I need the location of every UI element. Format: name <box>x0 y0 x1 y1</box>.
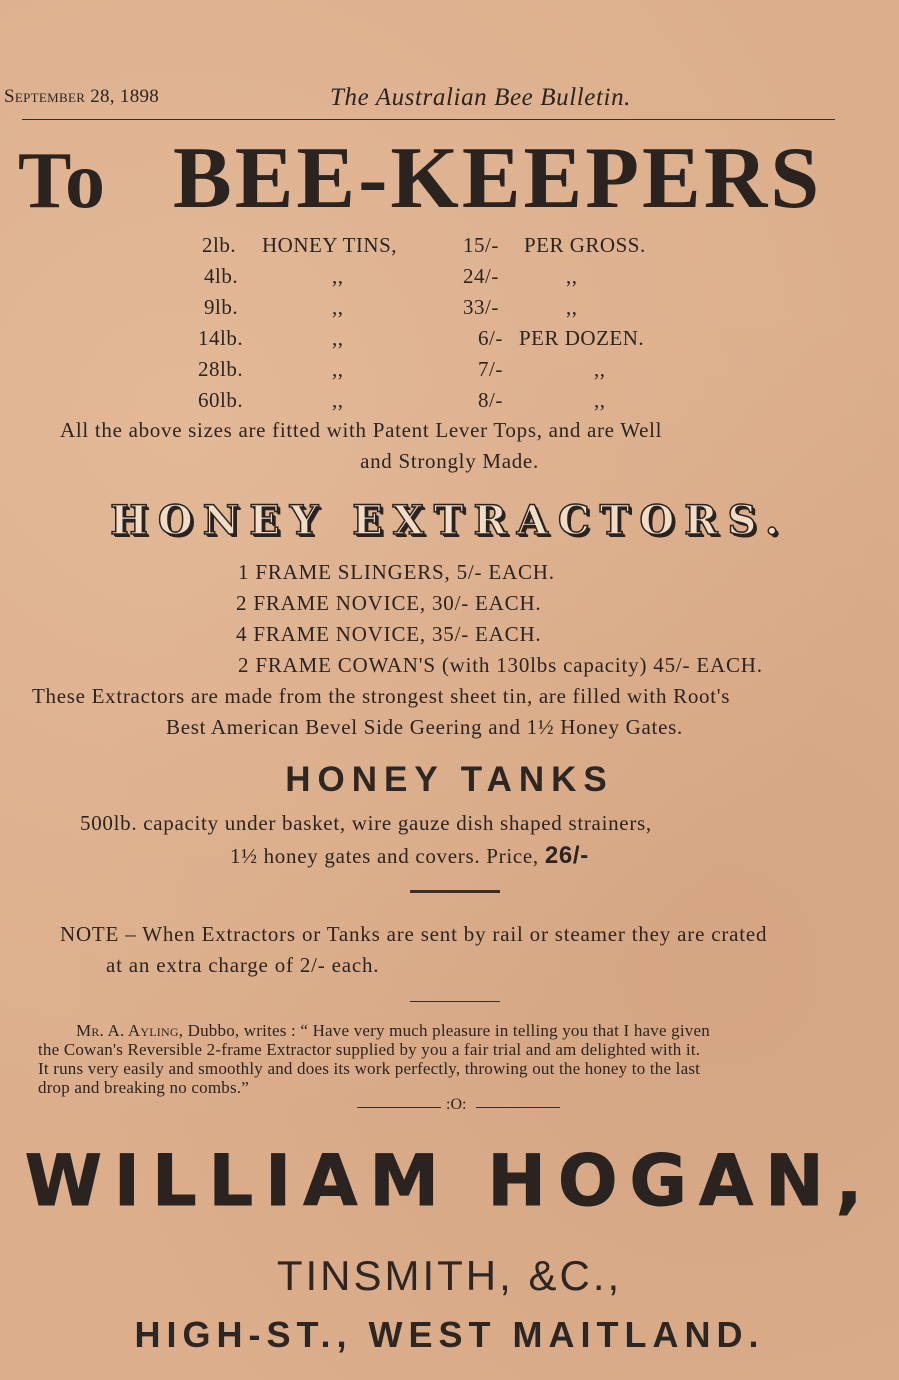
tin-size: 9lb. <box>204 295 239 319</box>
tanks-heading: HONEY TANKS <box>285 760 614 799</box>
tin-unit: PER DOZEN. <box>519 326 645 350</box>
tanks-line-1: 500lb. capacity under basket, wire gauze dish shaped strainers, <box>80 811 652 835</box>
tanks-line-2-text: 1½ honey gates and covers. Price, <box>230 844 539 868</box>
testimonial-line-4: drop and breaking no combs.” <box>38 1078 249 1097</box>
tin-unit: ,, <box>566 264 578 288</box>
extractors-desc-line-2: Best American Bevel Side Geering and 1½ Honey Gates. <box>166 715 683 739</box>
note-line-1: NOTE – When Extractors or Tanks are sent by rail or steamer they are crated <box>60 922 768 946</box>
ornament-rule-left <box>357 1107 441 1108</box>
headline-to: To <box>18 137 107 225</box>
page-date: September 28, 1898 <box>4 86 160 107</box>
headline-main: BEE-KEEPERS <box>173 130 823 227</box>
tin-item: ,, <box>332 388 344 412</box>
tin-unit: PER GROSS. <box>524 233 646 257</box>
section-divider <box>410 890 500 893</box>
tin-unit: ,, <box>594 388 606 412</box>
tin-item: ,, <box>332 295 344 319</box>
extractor-item: 2 FRAME NOVICE, 30/- EACH. <box>236 591 542 615</box>
note-line-2: at an extra charge of 2/- each. <box>106 953 380 977</box>
merchant-trade: TINSMITH, &C., <box>276 1252 623 1299</box>
tin-unit: ,, <box>566 295 578 319</box>
extractor-item: 1 FRAME SLINGERS, 5/- EACH. <box>238 560 555 584</box>
tin-price: 15/- <box>463 233 499 257</box>
publication-title: The Australian Bee Bulletin. <box>330 84 632 111</box>
ornament-divider: :O: <box>446 1096 467 1113</box>
tin-item: ,, <box>332 357 344 381</box>
tin-price: 8/- <box>478 388 503 412</box>
section-divider <box>410 1001 500 1002</box>
tin-price: 7/- <box>478 357 503 381</box>
tanks-line-2 <box>230 842 589 870</box>
merchant-name: WILLIAM HOGAN, <box>24 1140 875 1222</box>
tanks-price: 26/- <box>544 842 589 869</box>
tin-price: 24/- <box>463 264 499 288</box>
tin-price: 6/- <box>478 326 503 350</box>
tin-size: 4lb. <box>204 264 239 288</box>
testimonial-line-1 <box>76 1021 710 1040</box>
testimonial-name: Mr. A. Ayling <box>76 1021 179 1040</box>
tin-size: 2lb. <box>202 233 237 257</box>
header-rule <box>22 119 835 120</box>
extractors-heading: HONEY EXTRACTORS. <box>110 497 789 544</box>
tin-size: 60lb. <box>198 388 244 412</box>
headline <box>18 130 823 227</box>
tins-note-line-2: and Strongly Made. <box>360 449 539 473</box>
tin-item: ,, <box>332 326 344 350</box>
extractors-desc-line-1: These Extractors are made from the strongest sheet tin, are filled with Root's <box>32 684 731 708</box>
merchant-address: HIGH-ST., WEST MAITLAND. <box>134 1314 765 1355</box>
testimonial-line-1-text: , Dubbo, writes : “ Have very much pleasure in telling you that I have given <box>178 1021 710 1040</box>
tin-item: ,, <box>332 264 344 288</box>
testimonial-line-2: the Cowan's Reversible 2-frame Extractor supplied by you a fair trial and am delighted with it. <box>38 1040 701 1059</box>
tin-price: 33/- <box>463 295 499 319</box>
extractor-item: 4 FRAME NOVICE, 35/- EACH. <box>236 622 542 646</box>
tin-unit: ,, <box>594 357 606 381</box>
tin-size: 28lb. <box>198 357 244 381</box>
tin-size: 14lb. <box>198 326 244 350</box>
testimonial-line-3: It runs very easily and smoothly and does its work perfectly, throwing out the honey to the last <box>38 1059 701 1078</box>
tin-item: HONEY TINS, <box>262 233 397 257</box>
extractor-item: 2 FRAME COWAN'S (with 130lbs capacity) 45/- EACH. <box>238 653 763 677</box>
tins-note-line-1: All the above sizes are fitted with Patent Lever Tops, and are Well <box>60 418 663 442</box>
ornament-rule-right <box>476 1107 560 1108</box>
